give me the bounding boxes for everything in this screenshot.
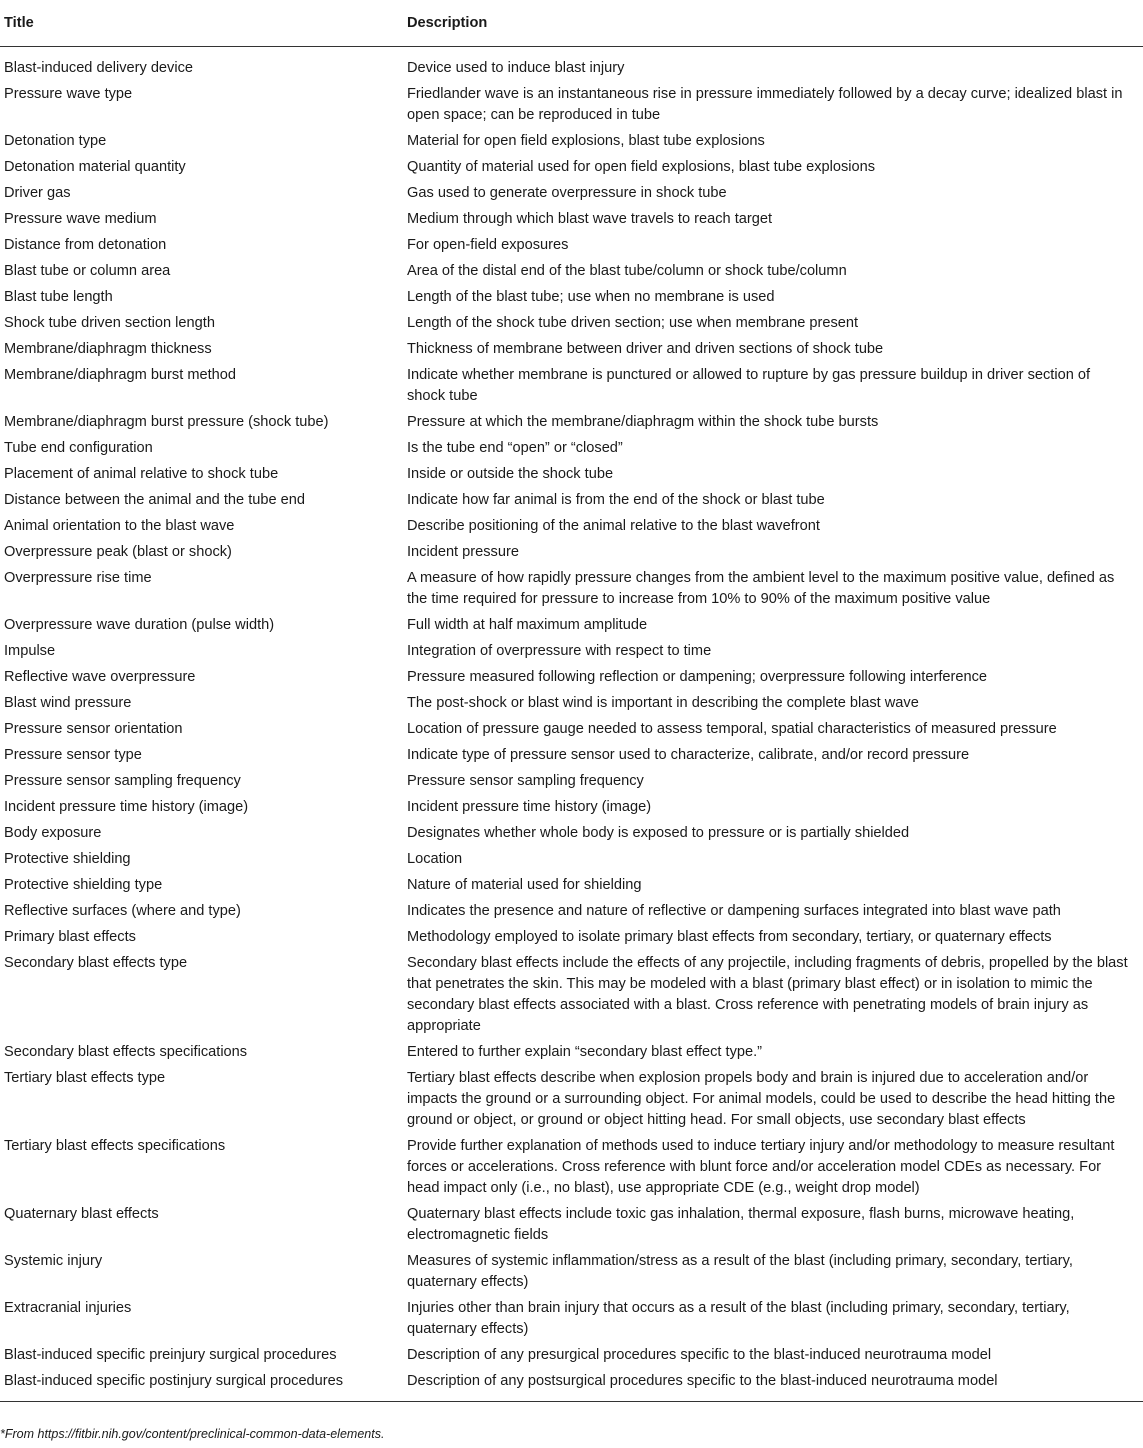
source-footnote: *From https://fitbir.nih.gov/content/preclinical-common-data-elements. bbox=[0, 1427, 385, 1441]
row-title-cell: Distance between the animal and the tube end bbox=[4, 491, 306, 508]
row-description-cell: Entered to further explain “secondary blast effect type.” bbox=[407, 1043, 763, 1060]
table-row bbox=[0, 206, 1143, 232]
row-title-cell: Shock tube driven section length bbox=[4, 314, 215, 331]
row-description-cell: Pressure sensor sampling frequency bbox=[407, 772, 644, 789]
row-description-cell: Full width at half maximum amplitude bbox=[407, 616, 648, 633]
row-description-cell: Material for open field explosions, blast tube explosions bbox=[407, 132, 765, 149]
row-title-cell: Overpressure peak (blast or shock) bbox=[4, 543, 232, 560]
table-row bbox=[0, 487, 1143, 513]
table-row bbox=[0, 232, 1143, 258]
table-row bbox=[0, 154, 1143, 180]
table-row bbox=[0, 284, 1143, 310]
table-row bbox=[0, 435, 1143, 461]
table-row bbox=[0, 461, 1143, 487]
table-row bbox=[0, 1248, 1143, 1295]
row-description-cell: Area of the distal end of the blast tube/column or shock tube/column bbox=[407, 262, 847, 279]
table-row bbox=[0, 1065, 1143, 1133]
row-title-cell: Overpressure wave duration (pulse width) bbox=[4, 616, 275, 633]
row-title-cell: Pressure sensor sampling frequency bbox=[4, 772, 241, 789]
row-title-cell: Tube end configuration bbox=[4, 439, 153, 456]
row-description-cell: Length of the blast tube; use when no membrane is used bbox=[407, 288, 775, 305]
table-row bbox=[0, 513, 1143, 539]
row-description-cell: Quaternary blast effects include toxic gas inhalation, thermal exposure, flash burns, microwave heating, electromagnetic fields bbox=[407, 1205, 1075, 1243]
table-row bbox=[0, 612, 1143, 638]
row-description-cell: Injuries other than brain injury that occurs as a result of the blast (including primary, secondary, tertiary, quaternary effects) bbox=[407, 1299, 1070, 1337]
row-description-cell: Indicate whether membrane is punctured or allowed to rupture by gas pressure buildup in driver section of shock tube bbox=[407, 366, 1091, 404]
row-title-cell: Tertiary blast effects specifications bbox=[4, 1137, 226, 1154]
table-header-row bbox=[0, 0, 1143, 46]
row-title-cell: Blast tube or column area bbox=[4, 262, 171, 279]
table-row bbox=[0, 128, 1143, 154]
row-title-cell: Pressure wave type bbox=[4, 85, 133, 102]
table-row bbox=[0, 768, 1143, 794]
row-description-cell: Is the tube end “open” or “closed” bbox=[407, 439, 623, 456]
row-description-cell: Length of the shock tube driven section; use when membrane present bbox=[407, 314, 859, 331]
row-title-cell: Protective shielding type bbox=[4, 876, 163, 893]
row-description-cell: The post-shock or blast wind is important in describing the complete blast wave bbox=[407, 694, 919, 711]
table-header bbox=[0, 0, 1143, 46]
column-header-title: Title bbox=[4, 15, 34, 31]
table-row bbox=[0, 716, 1143, 742]
table-row bbox=[0, 1039, 1143, 1065]
row-description-cell: For open-field exposures bbox=[407, 236, 569, 253]
row-description-cell: Indicates the presence and nature of reflective or dampening surfaces integrated into blast wave path bbox=[407, 902, 1061, 919]
row-title-cell: Membrane/diaphragm burst method bbox=[4, 366, 236, 383]
row-title-cell: Blast-induced specific preinjury surgical procedures bbox=[4, 1346, 337, 1363]
table-row bbox=[0, 794, 1143, 820]
row-title-cell: Tertiary blast effects type bbox=[4, 1069, 166, 1086]
table-row bbox=[0, 846, 1143, 872]
row-description-cell: Describe positioning of the animal relative to the blast wavefront bbox=[407, 517, 820, 534]
row-title-cell: Primary blast effects bbox=[4, 928, 136, 945]
table-row bbox=[0, 336, 1143, 362]
row-title-cell: Quaternary blast effects bbox=[4, 1205, 159, 1222]
row-title-cell: Detonation type bbox=[4, 132, 107, 149]
row-description-cell: Incident pressure time history (image) bbox=[407, 798, 652, 815]
row-title-cell: Impulse bbox=[4, 642, 56, 659]
row-title-cell: Reflective wave overpressure bbox=[4, 668, 196, 685]
row-title-cell: Detonation material quantity bbox=[4, 158, 186, 175]
row-title-cell: Animal orientation to the blast wave bbox=[4, 517, 235, 534]
table-row bbox=[0, 1201, 1143, 1248]
table-row bbox=[0, 81, 1143, 128]
table-row bbox=[0, 565, 1143, 612]
row-description-cell: Pressure measured following reflection or dampening; overpressure following interference bbox=[407, 668, 987, 685]
row-description-cell: Gas used to generate overpressure in shock tube bbox=[407, 184, 727, 201]
row-description-cell: Description of any postsurgical procedures specific to the blast-induced neurotrauma model bbox=[407, 1372, 998, 1389]
row-description-cell: Designates whether whole body is exposed to pressure or is partially shielded bbox=[407, 824, 910, 841]
table-body bbox=[0, 46, 1143, 1401]
row-description-cell: Location bbox=[407, 850, 463, 867]
table-row bbox=[0, 310, 1143, 336]
table-row bbox=[0, 1368, 1143, 1401]
row-description-cell: Location of pressure gauge needed to assess temporal, spatial characteristics of measured pressure bbox=[407, 720, 1057, 737]
table-row bbox=[0, 46, 1143, 81]
table-row bbox=[0, 1342, 1143, 1368]
row-description-cell: Pressure at which the membrane/diaphragm within the shock tube bursts bbox=[407, 413, 879, 430]
row-title-cell: Protective shielding bbox=[4, 850, 131, 867]
row-description-cell: Integration of overpressure with respect to time bbox=[407, 642, 712, 659]
row-description-cell: Quantity of material used for open field explosions, blast tube explosions bbox=[407, 158, 876, 175]
table-row bbox=[0, 664, 1143, 690]
row-title-cell: Secondary blast effects specifications bbox=[4, 1043, 248, 1060]
table-row bbox=[0, 950, 1143, 1039]
table-row bbox=[0, 820, 1143, 846]
row-description-cell: Incident pressure bbox=[407, 543, 519, 560]
column-header-description: Description bbox=[407, 15, 488, 31]
row-description-cell: Inside or outside the shock tube bbox=[407, 465, 614, 482]
table-row bbox=[0, 409, 1143, 435]
row-description-cell: Measures of systemic inflammation/stress as a result of the blast (including primary, secondary, tertiary, quaternary effects) bbox=[407, 1252, 1073, 1290]
table-row bbox=[0, 1295, 1143, 1342]
table-row bbox=[0, 742, 1143, 768]
row-description-cell: Indicate how far animal is from the end of the shock or blast tube bbox=[407, 491, 825, 508]
row-title-cell: Systemic injury bbox=[4, 1252, 103, 1269]
row-description-cell: A measure of how rapidly pressure changes from the ambient level to the maximum positive value, defined as the time required for pressure to increase from 10% to 90% of the maximum positive value bbox=[407, 569, 1115, 607]
row-description-cell: Nature of material used for shielding bbox=[407, 876, 642, 893]
row-title-cell: Blast wind pressure bbox=[4, 694, 132, 711]
row-description-cell: Description of any presurgical procedures specific to the blast-induced neurotrauma model bbox=[407, 1346, 992, 1363]
row-title-cell: Reflective surfaces (where and type) bbox=[4, 902, 241, 919]
row-title-cell: Secondary blast effects type bbox=[4, 954, 188, 971]
table-row bbox=[0, 898, 1143, 924]
table-row bbox=[0, 638, 1143, 664]
table-row bbox=[0, 872, 1143, 898]
row-title-cell: Pressure wave medium bbox=[4, 210, 157, 227]
row-description-cell: Thickness of membrane between driver and driven sections of shock tube bbox=[407, 340, 884, 357]
row-title-cell: Pressure sensor orientation bbox=[4, 720, 183, 737]
row-description-cell: Methodology employed to isolate primary blast effects from secondary, tertiary, or quaternary effects bbox=[407, 928, 1052, 945]
row-description-cell: Secondary blast effects include the effects of any projectile, including fragments of debris, propelled by the blast that penetrates the skin. This may be modeled with a blast (primary blast effect) or in isolation to mimic the secondary blast effects associated with a blast. Cross reference with penetrating models of brain injury as appropriate bbox=[407, 954, 1128, 1034]
row-title-cell: Extracranial injuries bbox=[4, 1299, 132, 1316]
row-title-cell: Membrane/diaphragm burst pressure (shock tube) bbox=[4, 413, 329, 430]
row-description-cell: Indicate type of pressure sensor used to characterize, calibrate, and/or record pressure bbox=[407, 746, 970, 763]
row-title-cell: Membrane/diaphragm thickness bbox=[4, 340, 212, 357]
row-title-cell: Distance from detonation bbox=[4, 236, 167, 253]
row-title-cell: Driver gas bbox=[4, 184, 71, 201]
row-title-cell: Overpressure rise time bbox=[4, 569, 152, 586]
row-description-cell: Provide further explanation of methods used to induce tertiary injury and/or methodology to measure resultant forces or accelerations. Cross reference with blunt force and/or acceleration model CDEs as necessary. For head impact only (i.e., no blast), use appropriate CDE (e.g., weight drop model) bbox=[407, 1137, 1115, 1196]
row-title-cell: Incident pressure time history (image) bbox=[4, 798, 249, 815]
table-row bbox=[0, 924, 1143, 950]
row-title-cell: Pressure sensor type bbox=[4, 746, 142, 763]
row-description-cell: Tertiary blast effects describe when explosion propels body and brain is injured due to acceleration and/or impacts the ground or a surrounding object. For animal models, could be used to describe the head hitting the ground or object, or ground or object hitting head. For small objects, use secondary blast effects bbox=[407, 1069, 1116, 1128]
row-title-cell: Body exposure bbox=[4, 824, 102, 841]
row-title-cell: Blast tube length bbox=[4, 288, 113, 305]
row-description-cell: Medium through which blast wave travels to reach target bbox=[407, 210, 773, 227]
table-row bbox=[0, 690, 1143, 716]
table-row bbox=[0, 180, 1143, 206]
table-row bbox=[0, 539, 1143, 565]
row-description-cell: Friedlander wave is an instantaneous rise in pressure immediately followed by a decay curve; idealized blast in open space; can be reproduced in tube bbox=[407, 85, 1123, 123]
row-title-cell: Blast-induced delivery device bbox=[4, 59, 194, 76]
table-row bbox=[0, 258, 1143, 284]
table-row bbox=[0, 362, 1143, 409]
row-title-cell: Blast-induced specific postinjury surgical procedures bbox=[4, 1372, 344, 1389]
row-description-cell: Device used to induce blast injury bbox=[407, 59, 625, 76]
row-title-cell: Placement of animal relative to shock tube bbox=[4, 465, 279, 482]
table-row bbox=[0, 1133, 1143, 1201]
